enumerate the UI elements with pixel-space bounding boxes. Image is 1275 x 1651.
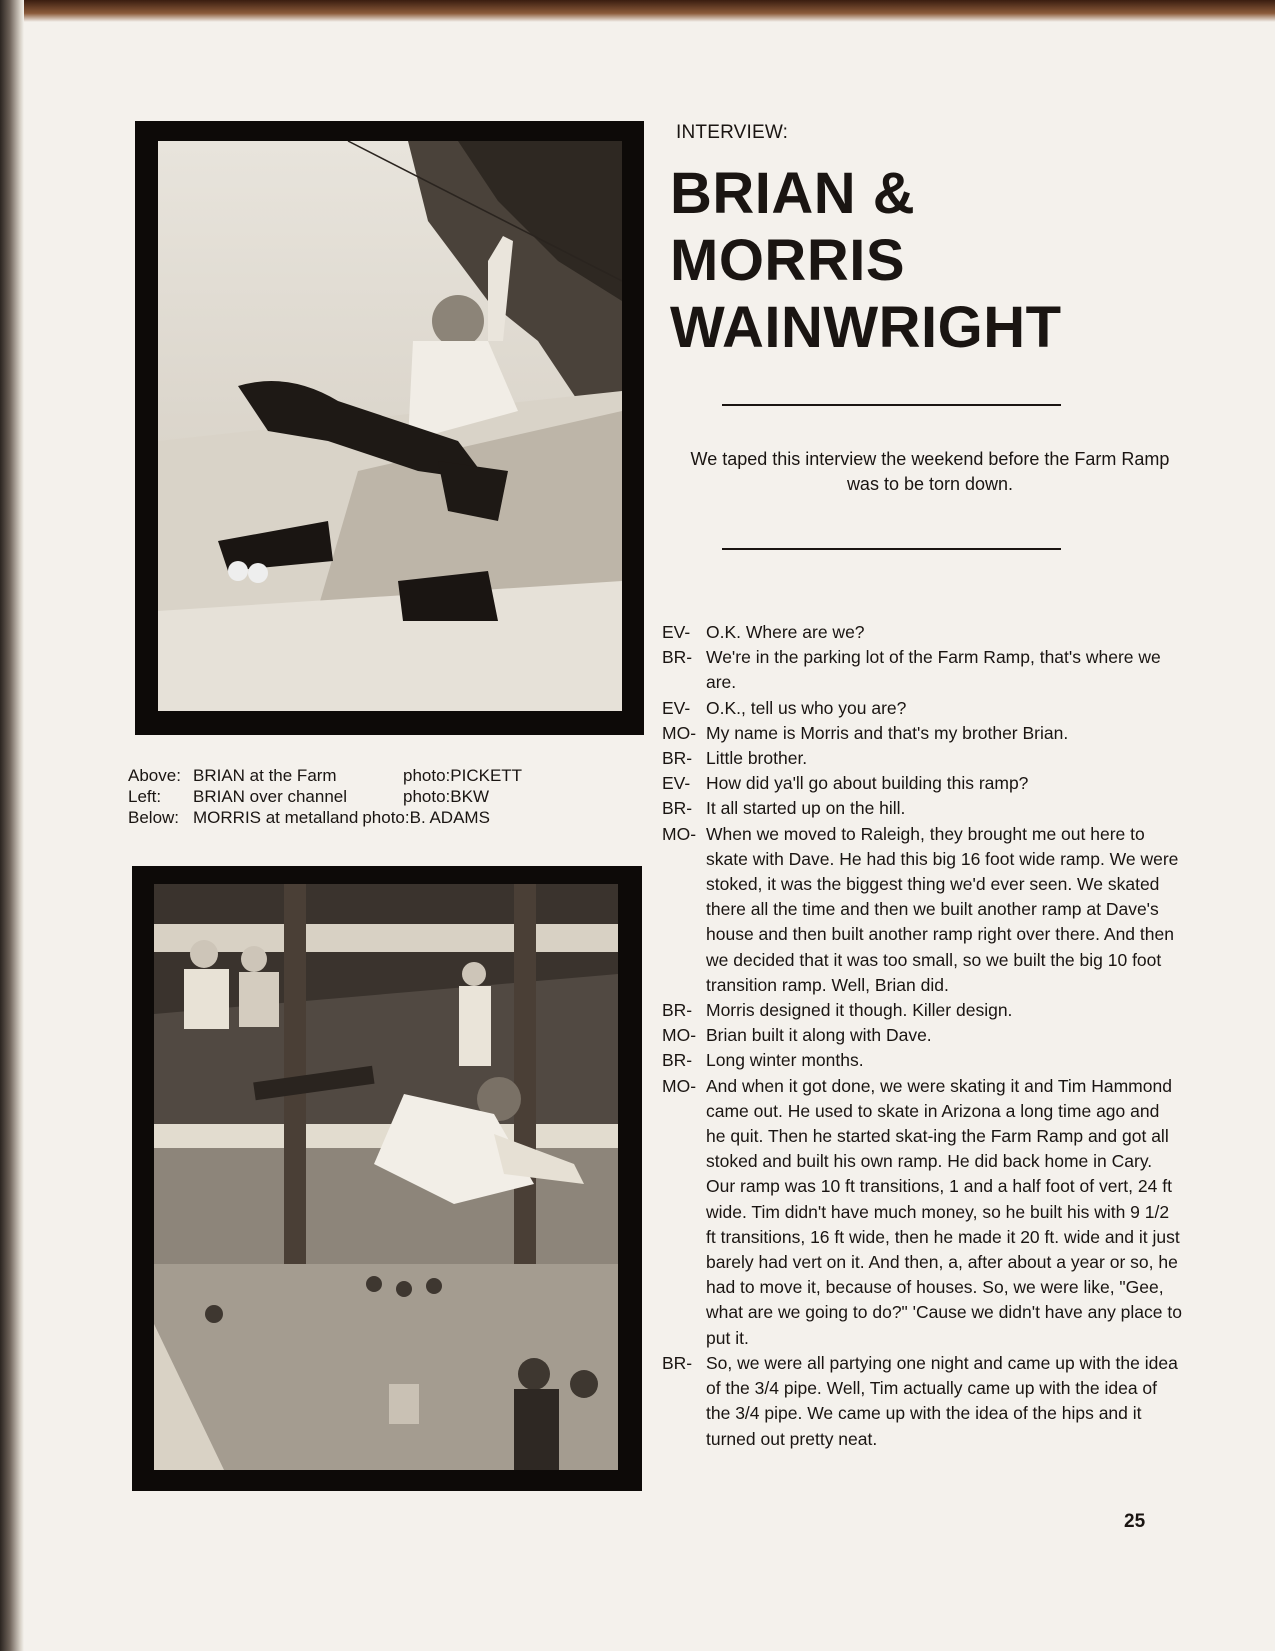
transcript-line [662, 822, 1182, 998]
photo-captions [128, 765, 598, 828]
speaker-text: And when it got done, we were skating it and Tim Hammond came out. He used to skate in Arizona a long time ago and he quit. Then he started skat-ing the Farm Ramp and got all stoked and built his own ramp. He did back home in Cary. Our ramp was 10 ft transitions, 1 and a half foot of vert, 24 ft wide. Tim didn't have much money, so he built his with 9 1/2 ft transitions, 16 ft wide, then he made it 20 ft. wide and it just barely had vert on it. And then, a, after about a year or so, he had to move it, because of houses. So, we were like, "Gee, what are we going to do?" 'Cause we didn't have any place to put it. [706, 1075, 1182, 1348]
caption-subject: MORRIS at metalland [193, 808, 359, 827]
speaker-text: Little brother. [706, 748, 808, 769]
caption-credit: photo:B. ADAMS [362, 808, 490, 827]
photo-brian-at-farm [135, 121, 644, 735]
speaker-tag: MO- [662, 1075, 697, 1096]
transcript-line [662, 1074, 1182, 1351]
speaker-tag: BR- [662, 1000, 693, 1021]
transcript-line [662, 1023, 1182, 1048]
speaker-tag: EV- [662, 697, 691, 718]
speaker-text: We're in the parking lot of the Farm Ramp, that's where we are. [706, 647, 1161, 693]
title-line: WAINWRIGHT [670, 295, 1062, 360]
page-top-edge [0, 0, 1275, 22]
speaker-text: Brian built it along with Dave. [706, 1025, 932, 1046]
speaker-tag: MO- [662, 823, 697, 844]
speaker-tag: BR- [662, 748, 693, 769]
caption-label: Above: [128, 766, 181, 785]
transcript-line [662, 771, 1182, 796]
caption-below [128, 807, 598, 828]
speaker-tag: EV- [662, 773, 691, 794]
transcript-line [662, 1048, 1182, 1073]
divider-top [722, 404, 1061, 406]
caption-label: Left: [128, 787, 162, 806]
photo-morris-image [154, 884, 618, 1470]
speaker-text: How did ya'll go about building this ramp? [706, 773, 1029, 794]
speaker-text: My name is Morris and that's my brother Brian. [706, 722, 1069, 743]
transcript-line [662, 746, 1182, 771]
caption-left [128, 786, 598, 807]
speaker-text: Morris designed it though. Killer design. [706, 1000, 1013, 1021]
speaker-tag: MO- [662, 722, 697, 743]
caption-subject: BRIAN over channel [193, 787, 348, 806]
caption-credit: photo:PICKETT [403, 766, 523, 785]
transcript-line [662, 696, 1182, 721]
speaker-tag: BR- [662, 647, 693, 668]
speaker-tag: BR- [662, 1352, 693, 1373]
speaker-text: It all started up on the hill. [706, 798, 906, 819]
speaker-tag: EV- [662, 622, 691, 642]
speaker-text: So, we were all partying one night and came up with the idea of the 3/4 pipe. Well, Tim actually came up with the idea of the 3/4 pipe. We came up with the idea of the hips and it turned out pretty neat. [706, 1352, 1178, 1449]
speaker-text: Long winter months. [706, 1050, 864, 1071]
article-kicker: INTERVIEW: [676, 122, 789, 143]
article-title [670, 160, 1190, 361]
article-intro: We taped this interview the weekend before the Farm Ramp was to be torn down. [690, 449, 1170, 494]
photo-brian-image [158, 141, 622, 711]
caption-subject: BRIAN at the Farm [193, 766, 337, 785]
transcript-line [662, 620, 1182, 645]
speaker-tag: MO- [662, 1025, 697, 1046]
caption-credit: photo:BKW [403, 787, 489, 806]
transcript-line [662, 721, 1182, 746]
speaker-text: O.K. Where are we? [706, 622, 865, 642]
transcript-line [662, 998, 1182, 1023]
photo-morris-at-metalland [132, 866, 642, 1491]
speaker-text: O.K., tell us who you are? [706, 697, 907, 718]
transcript-line [662, 1351, 1182, 1452]
transcript-line [662, 796, 1182, 821]
speaker-tag: BR- [662, 798, 693, 819]
caption-label: Below: [128, 808, 180, 827]
transcript-line [662, 645, 1182, 695]
page-number: 25 [1124, 1511, 1146, 1532]
title-line: BRIAN & [670, 161, 916, 226]
speaker-text: When we moved to Raleigh, they brought me out here to skate with Dave. He had this big 16 foot wide ramp. We were stoked, it was the biggest thing we'd ever seen. We skated there all the time and then we built another ramp at Dave's house and then built another ramp right over there. And then we decided that it was too small, so we built the big 10 foot transition ramp. Well, Brian did. [706, 823, 1179, 995]
title-line: MORRIS [670, 228, 905, 293]
page-binding-edge [0, 0, 24, 1651]
interview-transcript [662, 620, 1182, 1452]
speaker-tag: BR- [662, 1050, 693, 1071]
divider-bottom [722, 548, 1061, 550]
caption-above [128, 765, 598, 786]
